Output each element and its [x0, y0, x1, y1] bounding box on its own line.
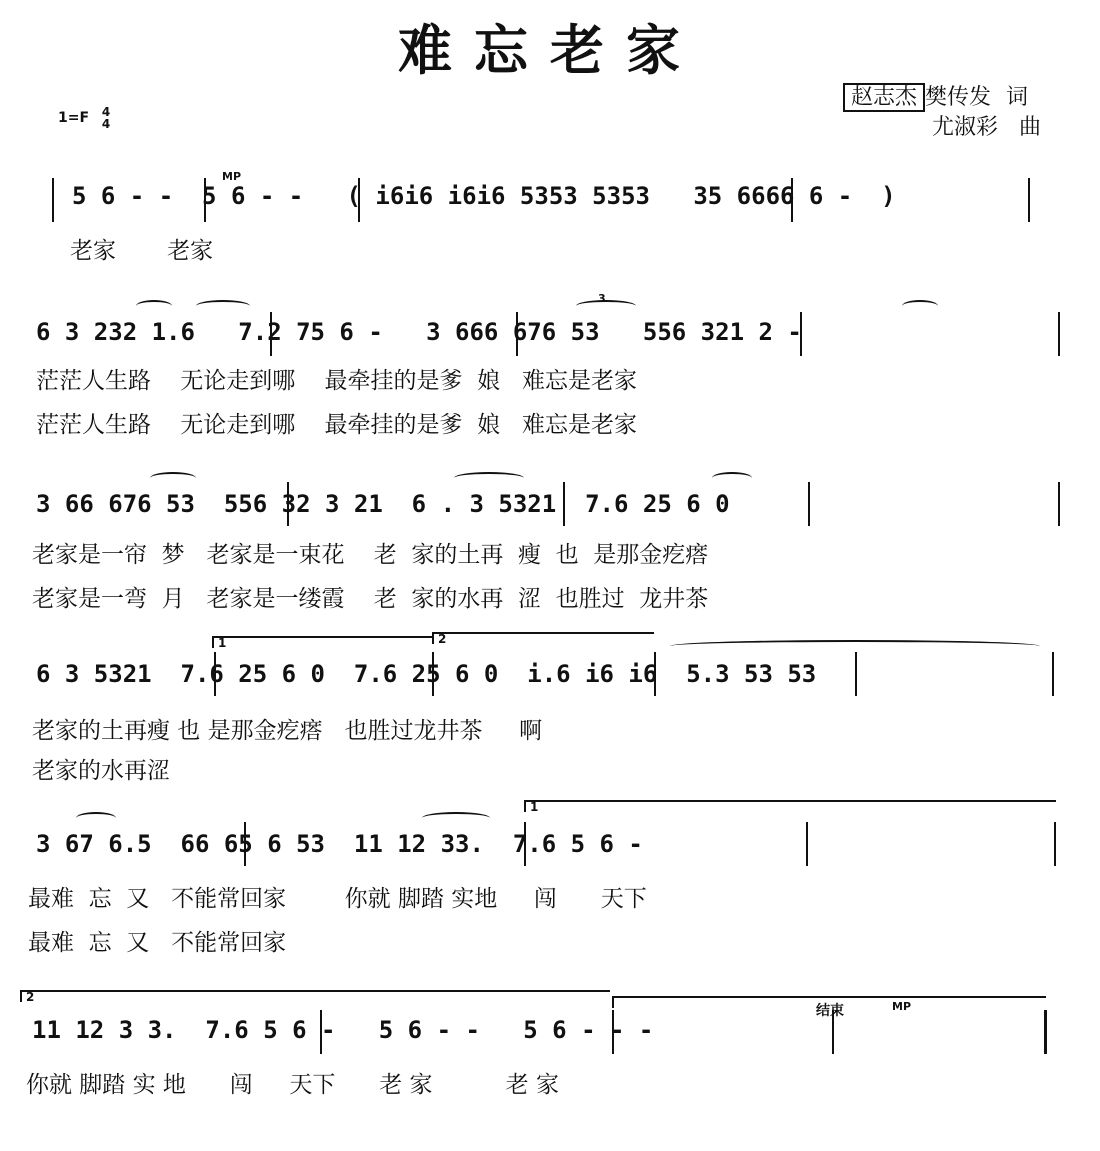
- slur: [902, 300, 938, 312]
- staff-5-lyrics-2: 最难 忘 又 不能常回家: [28, 930, 287, 956]
- end-mark: 结束: [816, 1003, 844, 1019]
- slur: [576, 300, 636, 312]
- slur: [422, 812, 490, 824]
- barline: [855, 652, 857, 696]
- barline: [808, 482, 810, 526]
- staff-6-notes: 11 12 3 3. 7.6 5 6 - 5 6 - - 5 6 - - -: [32, 1016, 654, 1044]
- staff-2-notes: 6 3 232 1.6 7.2 75 6 - 3 666 676 53 556 321 2 -: [36, 318, 802, 346]
- final-barline: [1044, 1010, 1047, 1054]
- staff-4-lyrics-1: 老家的土再瘦 也 是那金疙瘩 也胜过龙井茶 啊: [32, 718, 543, 744]
- slur: [150, 472, 196, 484]
- barline: [1058, 482, 1060, 526]
- time-signature: [102, 106, 110, 130]
- staff-6-lyrics-1: 你就 脚踏 实 地 闯 天下 老 家 老 家: [26, 1072, 559, 1098]
- dynamic-mp: MP: [892, 1000, 912, 1013]
- staff-3-notes: 3 66 676 53 556 32 3 21 6 . 3 5321 7.6 25 6 0: [36, 490, 730, 518]
- barline: [1054, 822, 1056, 866]
- barline: [1052, 652, 1054, 696]
- time-beats: 4: [101, 105, 111, 119]
- barline: [806, 822, 808, 866]
- first-ending-number: 1: [218, 636, 227, 650]
- slur: [196, 300, 250, 312]
- barline: [52, 178, 54, 222]
- staff-1-notes: 5 6 - - 5 6 - - ( i6i6 i6i6 5353 5353 35 6666 6 - ): [72, 182, 896, 210]
- composer-name: 尤淑彩: [932, 115, 999, 140]
- lyrics-role: 词: [1006, 85, 1029, 110]
- credits-lyricists: [843, 80, 1028, 111]
- lyricist-boxed: 赵志杰: [843, 83, 925, 112]
- staff-2-lyrics-1: 茫茫人生路 无论走到哪 最牵挂的是爹 娘 难忘是老家: [36, 368, 638, 394]
- song-title: 难忘老家: [398, 19, 702, 82]
- barline: [1058, 312, 1060, 356]
- credits-composer: [932, 110, 1041, 141]
- staff-2-lyrics-2: 茫茫人生路 无论走到哪 最牵挂的是爹 娘 难忘是老家: [36, 412, 638, 438]
- slur: [454, 472, 524, 484]
- second-ending-bracket: [432, 632, 654, 644]
- staff-5-notes: 3 67 6.5 66 65 6 53 11 12 33. 7.6 5 6 -: [36, 830, 643, 858]
- composer-role: 曲: [1019, 115, 1042, 140]
- staff-4-lyrics-2: 老家的水再涩: [32, 758, 170, 784]
- staff-5-lyrics-1: 最难 忘 又 不能常回家 你就 脚踏 实地 闯 天下: [28, 886, 647, 912]
- key-signature: [58, 106, 110, 130]
- staff-1-lyrics-1: 老家 老家: [70, 238, 214, 264]
- key-label: 1=F: [58, 110, 90, 126]
- slur: [136, 300, 172, 312]
- second-ending-number: 2: [26, 990, 35, 1004]
- slur: [712, 472, 752, 484]
- first-ending-bracket: [524, 800, 1056, 812]
- dynamic-mp: MP: [222, 170, 242, 183]
- phrase-slur: [670, 640, 1040, 652]
- lyricist-name: 樊传发: [925, 85, 992, 110]
- second-ending-number: 2: [438, 632, 447, 646]
- triplet-mark: 3: [598, 292, 606, 305]
- slur: [76, 812, 116, 824]
- second-ending-bracket: [20, 990, 610, 1002]
- first-ending-bracket: [212, 636, 432, 648]
- barline: [1028, 178, 1030, 222]
- time-unit: 4: [101, 117, 111, 131]
- staff-3-lyrics-2: 老家是一弯 月 老家是一缕霞 老 家的水再 涩 也胜过 龙井茶: [32, 586, 709, 612]
- staff-4-notes: 6 3 5321 7.6 25 6 0 7.6 25 6 0 i.6 i6 i6 5.3 53 53: [36, 660, 817, 688]
- staff-3-lyrics-1: 老家是一帘 梦 老家是一束花 老 家的土再 瘦 也 是那金疙瘩: [32, 542, 709, 568]
- first-ending-number: 1: [530, 800, 539, 814]
